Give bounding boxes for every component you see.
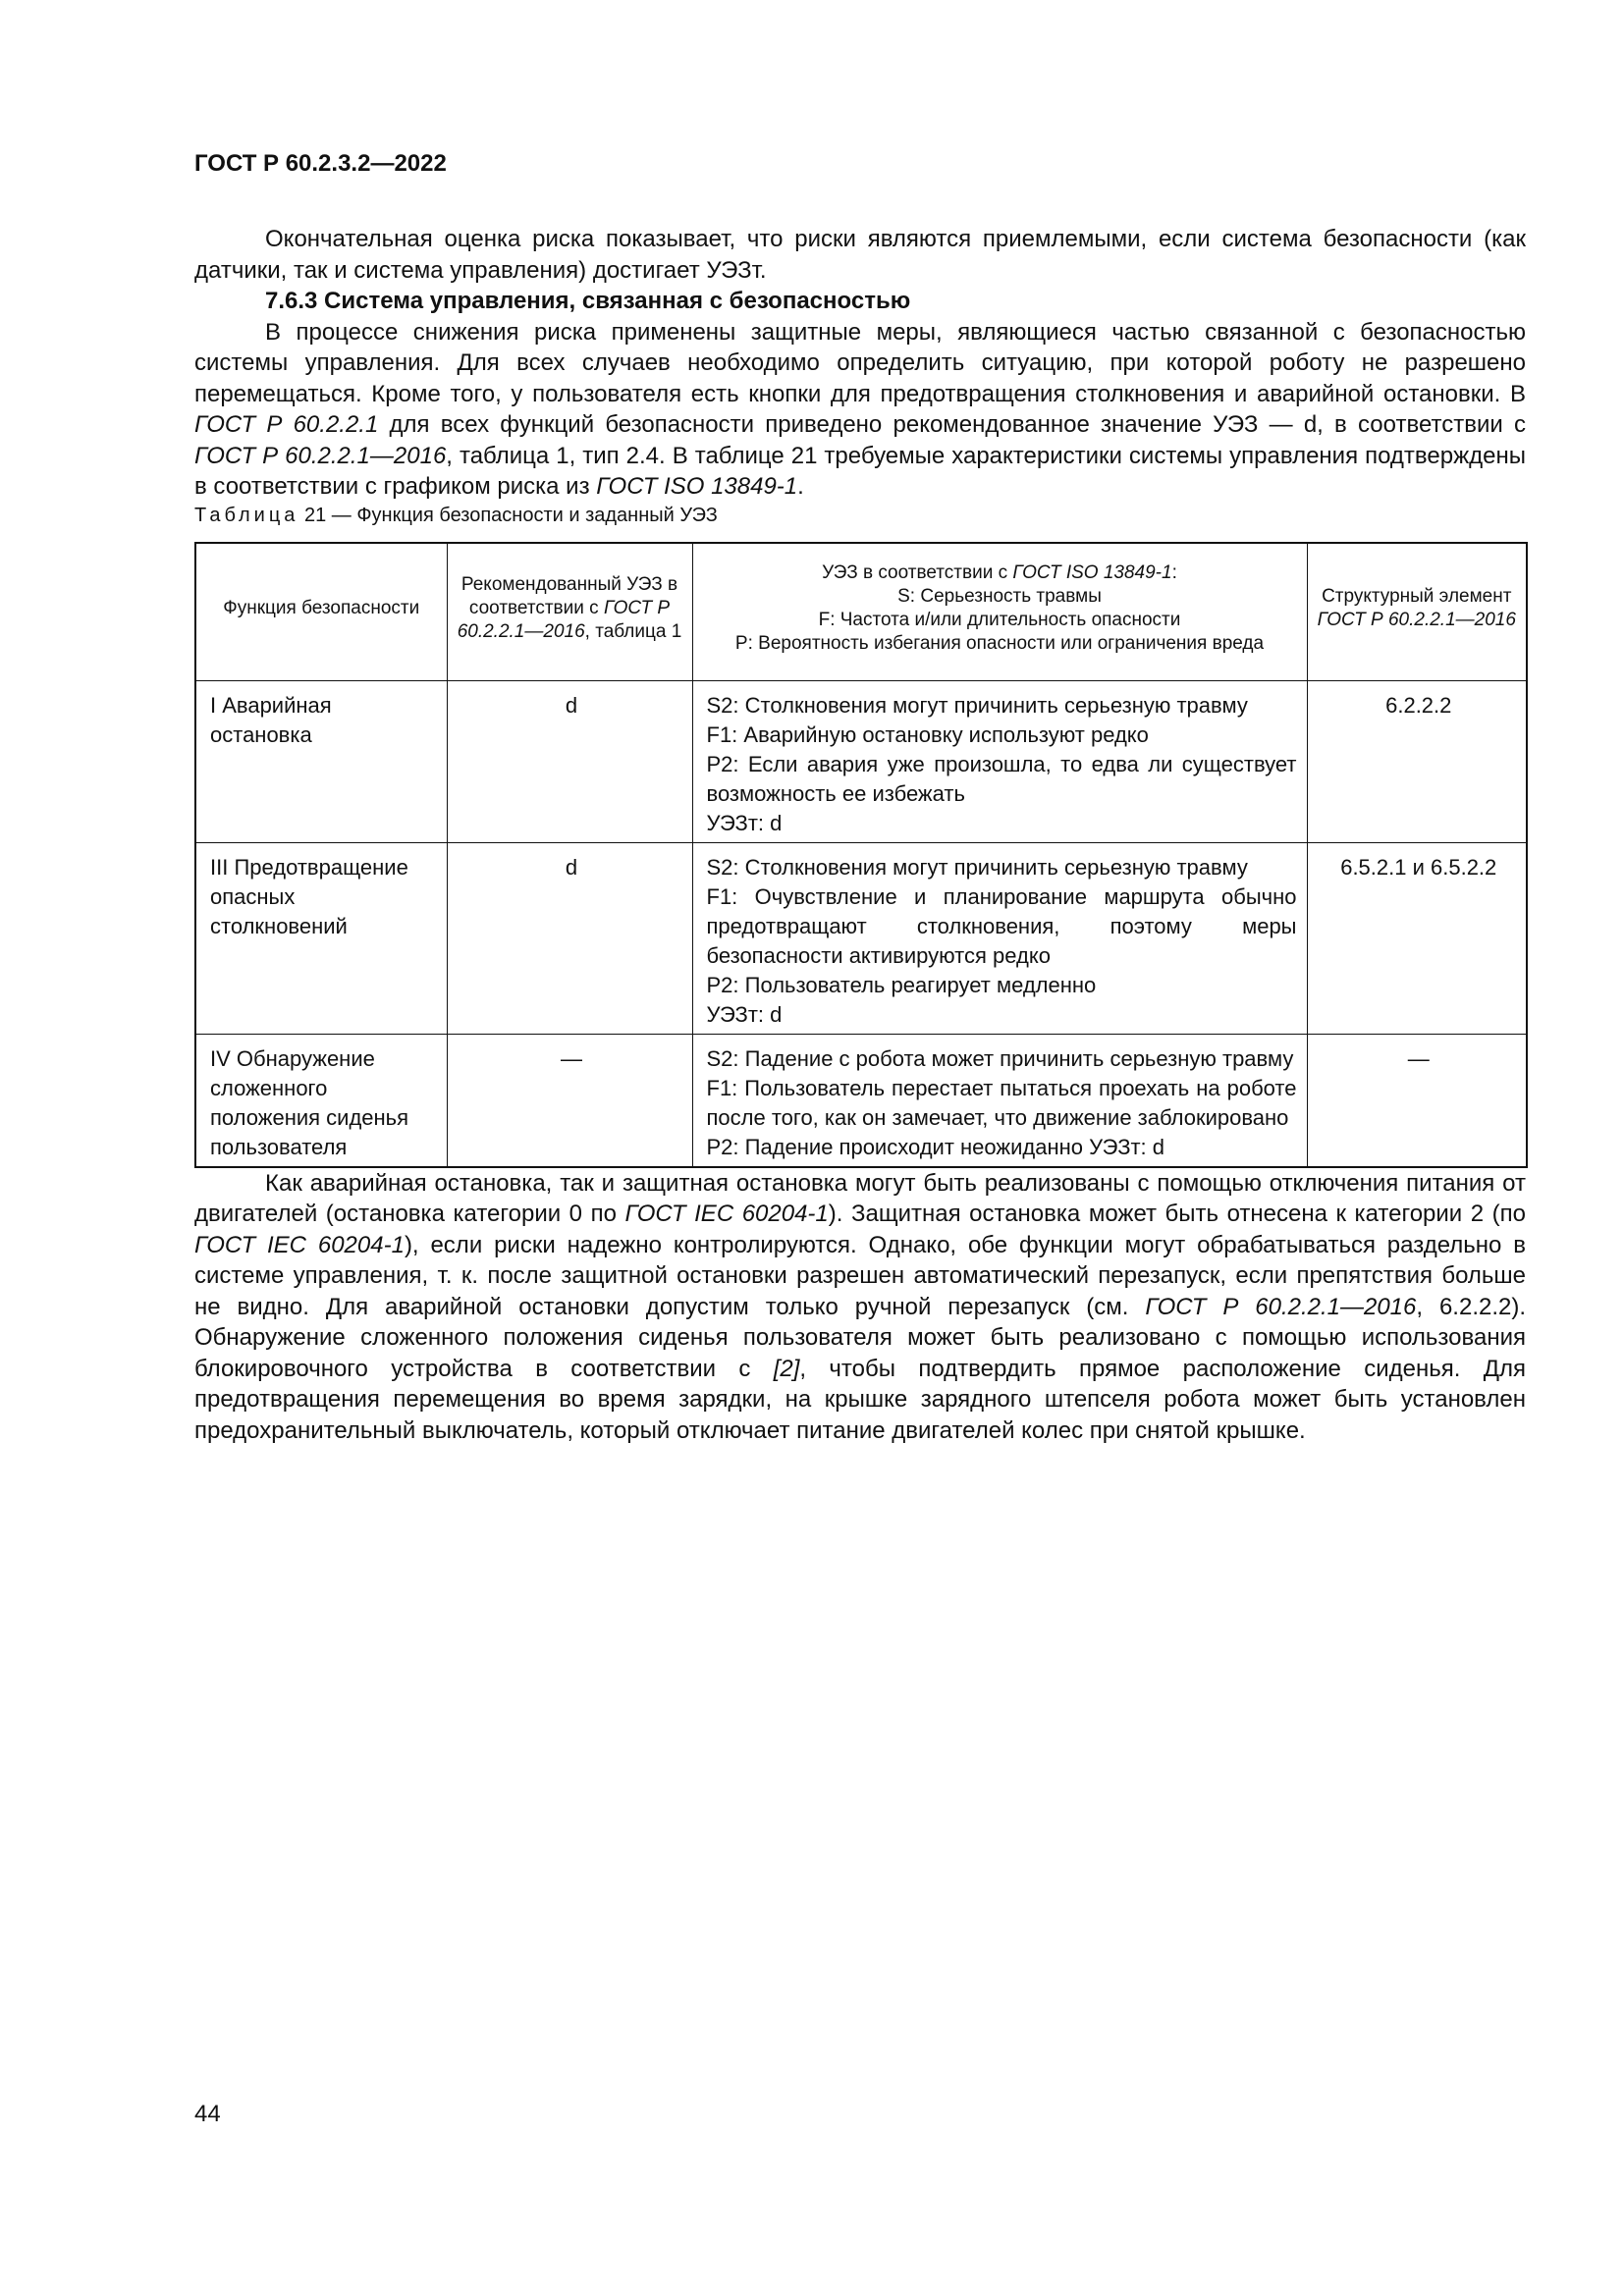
reference: ГОСТ Р 60.2.2.1 xyxy=(194,411,379,438)
header-requirements: УЭЗ в соответствии с ГОСТ ISO 13849-1: S: Серьезность травмы F: Частота и/или длительность опасности P: Вероятность избегания опасности или ограничения вреда xyxy=(692,543,1307,681)
page-content xyxy=(194,224,1526,1446)
header-element: Структурный элемент ГОСТ Р 60.2.2.1—2016 xyxy=(1307,543,1527,681)
reference: ГОСТ IEC 60204-1 xyxy=(194,1231,405,1258)
cell-requirements: S2: Столкновения могут причинить серьезную травму F1: Аварийную остановку используют редко P2: Если авария уже произошла, то едва ли существует возможность ее избежать УЭЗт: d xyxy=(692,680,1307,842)
table-header-row xyxy=(195,543,1527,681)
cell-recommended: d xyxy=(447,680,692,842)
table-row xyxy=(195,680,1527,842)
reference: [2] xyxy=(773,1355,800,1382)
reference: ГОСТ IEC 60204-1 xyxy=(624,1201,829,1227)
reference: ГОСТ ISO 13849-1 xyxy=(596,473,798,500)
reference: ГОСТ Р 60.2.2.1—2016 xyxy=(1145,1293,1417,1320)
table-row xyxy=(195,842,1527,1034)
header-function: Функция безопасности xyxy=(195,543,447,681)
intro-paragraph: Окончательная оценка риска показывает, что риски являются приемлемыми, если система безопасности (как датчики, так и система управления) достигает УЭЗт. xyxy=(194,226,1526,284)
table-row xyxy=(195,1034,1527,1167)
cell-element: 6.2.2.2 xyxy=(1307,680,1527,842)
cell-element: — xyxy=(1307,1034,1527,1167)
after-table-paragraph: Как аварийная остановка, так и защитная остановка могут быть реализованы с помощью отключения питания от двигателей (остановка категории 0 по ГОСТ IEC 60204-1). Защитная остановка может быть отнесена к категории 2 (по ГОСТ IEC 60204-1), если риски надежно контролируются. Однако, обе функции могут обрабатываться раздельно в системе управления, т. к. после защитной остановки разрешен автоматический перезапуск, если препятствия больше не видно. Для аварийной остановки допустим только ручной перезапуск (см. ГОСТ Р 60.2.2.1—2016, 6.2.2.2). Обнаружение сложенного положения сиденья пользователя может быть реализовано с помощью использования блокировочного устройства в соответствии с [2], чтобы подтвердить прямое расположение сиденья. Для предотвращения перемещения во время зарядки, на крышке зарядного штепселя робота может быть установлен предохранительный выключатель, который отключает питание двигателей колес при снятой крышке. xyxy=(194,1169,1527,1444)
reference: ГОСТ Р 60.2.2.1—2016 xyxy=(194,442,447,469)
header-recommended: Рекомендованный УЭЗ в соответствии с ГОСТ Р 60.2.2.1—2016, таблица 1 xyxy=(447,543,692,681)
section-paragraph: В процессе снижения риска применены защитные меры, являющиеся частью связанной с безопасностью системы управления. Для всех случаев необходимо определить ситуацию, при которой роботу не разрешено перемещаться. Кроме того, у пользователя есть кнопки для предотвращения столкновения и аварийной остановки. В ГОСТ Р 60.2.2.1 для всех функций безопасности приведено рекомендованное значение УЭЗ — d, в соответствии с ГОСТ Р 60.2.2.1—2016, таблица 1, тип 2.4. В таблице 21 требуемые характеристики системы управления подтверждены в соответствии с графиком риска из ГОСТ ISO 13849-1. xyxy=(194,318,1526,500)
cell-recommended: — xyxy=(447,1034,692,1167)
document-id: ГОСТ Р 60.2.3.2—2022 xyxy=(194,150,447,177)
cell-element: 6.5.2.1 и 6.5.2.2 xyxy=(1307,842,1527,1034)
cell-requirements: S2: Столкновения могут причинить серьезную травму F1: Очувствление и планирование маршрута обычно предотвращают столкновения, поэтому меры безопасности активируются редко P2: Пользователь реагирует медленно УЭЗт: d xyxy=(692,842,1307,1034)
page-number: 44 xyxy=(194,2101,221,2127)
cell-function: IV Обнаружение сложенного положения сиденья пользователя xyxy=(195,1034,447,1167)
safety-functions-table xyxy=(194,542,1528,1168)
cell-function: III Предотвращение опасных столкновений xyxy=(195,842,447,1034)
section-title: 7.6.3 Система управления, связанная с безопасностью xyxy=(265,288,911,314)
cell-recommended: d xyxy=(447,842,692,1034)
cell-requirements: S2: Падение с робота может причинить серьезную травму F1: Пользователь перестает пытаться проехать на роботе после того, как он замечает, что движение заблокировано P2: Падение происходит неожиданно УЭЗт: d xyxy=(692,1034,1307,1167)
cell-function: I Аварийная остановка xyxy=(195,680,447,842)
table-caption: Таблица 21 — Функция безопасности и заданный УЭЗ xyxy=(194,504,718,526)
